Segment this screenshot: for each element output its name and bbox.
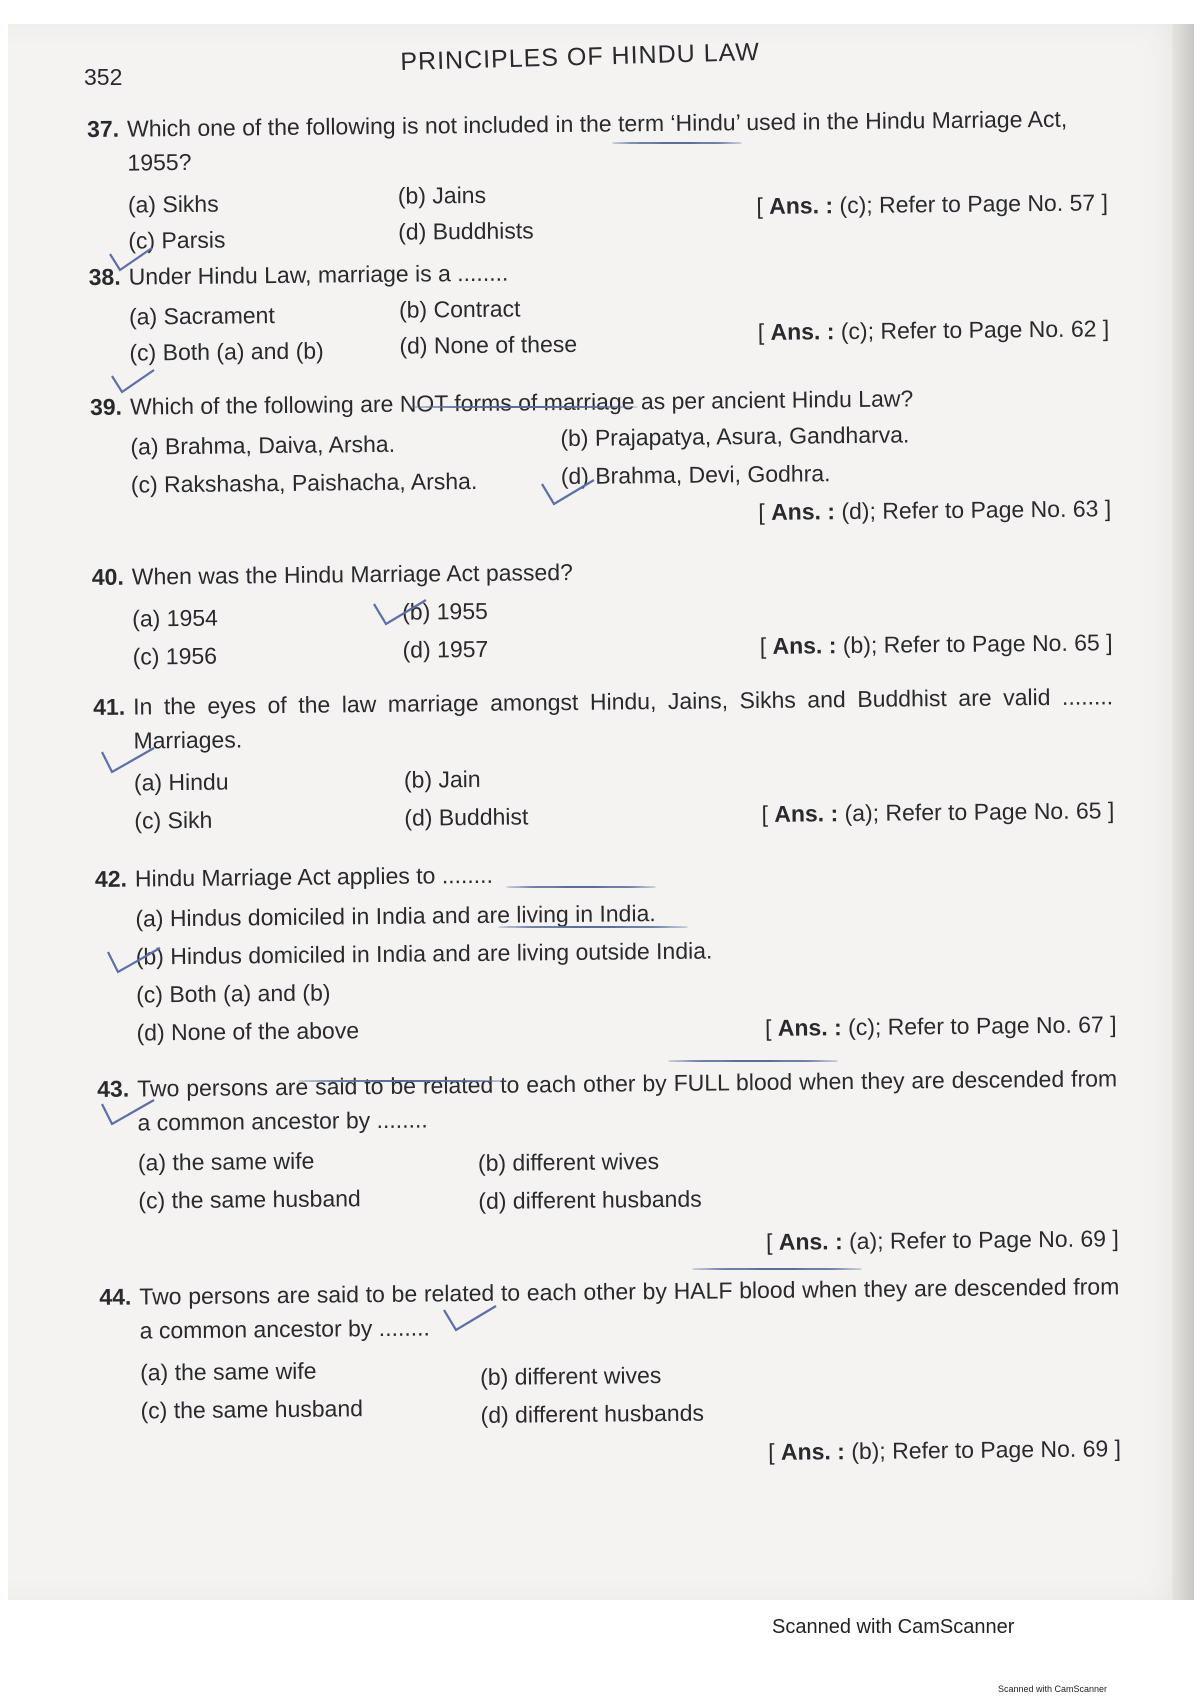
option-b: (b) Contract bbox=[398, 295, 521, 323]
pen-tick-mark bbox=[98, 744, 158, 778]
option-a: (a) Brahma, Daiva, Arsha. bbox=[130, 430, 396, 460]
question-number: 38. bbox=[88, 263, 121, 290]
question-text: When was the Hindu Marriage Act passed? bbox=[131, 558, 573, 590]
option-b: (b) 1955 bbox=[402, 597, 488, 625]
question-number: 37. bbox=[86, 115, 120, 142]
option-c: (c) the same husband bbox=[140, 1395, 364, 1424]
option-d: (d) Buddhist bbox=[404, 803, 529, 831]
question-text: Two persons are said to be related to each other by FULL blood when they are descended from a common ancestor by ........ bbox=[137, 1065, 1118, 1136]
option-a: (a) Sacrament bbox=[128, 302, 275, 330]
option-b: (b) Jains bbox=[397, 181, 487, 209]
pen-tick-mark bbox=[98, 1096, 158, 1130]
question-number: 41. bbox=[93, 693, 126, 720]
answer-key: [ Ans. : (b); Refer to Page No. 65 ] bbox=[759, 629, 1113, 659]
answer-label: Ans. : bbox=[770, 318, 835, 345]
pen-underline bbox=[692, 1268, 862, 1270]
pen-tick-mark bbox=[370, 596, 430, 630]
option-b: (b) Prajapatya, Asura, Gandharva. bbox=[560, 421, 910, 452]
option-d: (d) None of the above bbox=[136, 1017, 360, 1046]
answer-text: (a); Refer to Page No. 65 bbox=[844, 797, 1102, 827]
pen-tick-mark bbox=[106, 244, 156, 278]
question-40 bbox=[92, 549, 1113, 676]
pen-tick-mark bbox=[104, 944, 164, 978]
answer-text: (a); Refer to Page No. 69 bbox=[848, 1225, 1107, 1255]
option-a: (a) Hindus domiciled in India and are living in India. bbox=[135, 900, 656, 932]
question-number: 42. bbox=[94, 865, 128, 892]
answer-label: Ans. : bbox=[778, 1228, 843, 1255]
option-c: (c) 1956 bbox=[132, 642, 218, 670]
question-number: 44. bbox=[99, 1283, 132, 1310]
scanned-page bbox=[8, 24, 1194, 1600]
answer-label: Ans. : bbox=[777, 1014, 842, 1041]
option-d: (d) different husbands bbox=[480, 1399, 705, 1428]
answer-text: (b); Refer to Page No. 65 bbox=[842, 629, 1100, 659]
question-41 bbox=[93, 679, 1115, 840]
question-43 bbox=[97, 1061, 1119, 1262]
page-number: 352 bbox=[84, 64, 123, 90]
option-a: (a) Sikhs bbox=[127, 190, 219, 218]
answer-key: [ Ans. : (d); Refer to Page No. 63 ] bbox=[758, 495, 1112, 525]
answer-key: [ Ans. : (a); Refer to Page No. 69 ] bbox=[765, 1225, 1119, 1255]
pen-tick-mark bbox=[440, 1302, 500, 1336]
answer-label: Ans. : bbox=[774, 800, 839, 827]
answer-label: Ans. : bbox=[772, 632, 837, 659]
option-b: (b) different wives bbox=[477, 1148, 660, 1176]
answer-text: (d); Refer to Page No. 63 bbox=[841, 495, 1099, 525]
option-d: (d) 1957 bbox=[402, 635, 489, 663]
answer-text: (c); Refer to Page No. 62 bbox=[840, 315, 1097, 345]
answer-label: Ans. : bbox=[770, 498, 836, 525]
question-42 bbox=[95, 851, 1117, 1058]
answer-key: [ Ans. : (c); Refer to Page No. 62 ] bbox=[757, 315, 1110, 345]
option-a: (a) Hindu bbox=[133, 768, 229, 796]
question-number: 39. bbox=[89, 393, 123, 420]
answer-text: (c); Refer to Page No. 57 bbox=[839, 189, 1096, 219]
answer-key: [ Ans. : (a); Refer to Page No. 65 ] bbox=[761, 797, 1115, 827]
question-text: Two persons are said to be related to each other by HALF blood when they are descended from a common ancestor by ........ bbox=[139, 1273, 1120, 1344]
option-a: (a) 1954 bbox=[132, 604, 219, 632]
question-number: 43. bbox=[97, 1075, 130, 1102]
option-c: (c) Rakshasha, Paishacha, Arsha. bbox=[130, 467, 478, 498]
answer-text: (b); Refer to Page No. 69 bbox=[851, 1435, 1109, 1465]
pen-underline bbox=[408, 406, 638, 408]
running-title: PRINCIPLES OF HINDU LAW bbox=[400, 37, 761, 76]
page-edge bbox=[1172, 24, 1194, 1600]
option-b: (b) different wives bbox=[480, 1362, 662, 1390]
answer-key: [ Ans. : (c); Refer to Page No. 67 ] bbox=[764, 1011, 1117, 1041]
answer-text: (c); Refer to Page No. 67 bbox=[847, 1011, 1104, 1041]
option-b: (b) Jain bbox=[403, 765, 481, 793]
pen-underline bbox=[506, 886, 656, 888]
option-c: (c) the same husband bbox=[138, 1185, 361, 1214]
pen-tick-mark bbox=[108, 364, 158, 398]
pen-underline bbox=[298, 1080, 508, 1082]
option-c: (c) Both (a) and (b) bbox=[136, 979, 331, 1008]
question-37 bbox=[87, 101, 1109, 262]
pen-underline bbox=[498, 926, 688, 928]
pen-tick-mark bbox=[538, 476, 598, 510]
question-text: Hindu Marriage Act applies to ........ bbox=[134, 861, 494, 892]
question-text: Under Hindu Law, marriage is a ........ bbox=[128, 259, 509, 290]
option-d: (d) Brahma, Devi, Godhra. bbox=[560, 460, 831, 490]
option-d: (d) different husbands bbox=[478, 1185, 702, 1214]
question-text: In the eyes of the law marriage amongst Hindu, Jains, Sikhs and Buddhist are valid ........ Marriages. bbox=[133, 683, 1114, 754]
option-d: (d) Buddhists bbox=[398, 217, 534, 245]
answer-key: [ Ans. : (b); Refer to Page No. 69 ] bbox=[768, 1435, 1122, 1465]
question-text: Which one of the following is not included in the term ‘Hindu’ used in the Hindu Marriage Act, 1955? bbox=[126, 105, 1068, 176]
camscanner-watermark-small: Scanned with CamScanner bbox=[998, 1684, 1108, 1694]
option-c: (c) Both (a) and (b) bbox=[129, 337, 324, 366]
question-text: Which of the following are NOT forms of marriage as per ancient Hindu Law? bbox=[129, 385, 914, 420]
question-number: 40. bbox=[91, 563, 124, 590]
pen-underline bbox=[612, 142, 742, 144]
answer-label: Ans. : bbox=[780, 1438, 845, 1465]
answer-key: [ Ans. : (c); Refer to Page No. 57 ] bbox=[756, 189, 1109, 219]
option-a: (a) the same wife bbox=[139, 1357, 317, 1386]
question-38 bbox=[88, 249, 1109, 376]
pen-underline bbox=[668, 1060, 838, 1062]
option-a: (a) the same wife bbox=[137, 1147, 315, 1176]
option-c: (c) Sikh bbox=[134, 806, 213, 834]
answer-label: Ans. : bbox=[769, 192, 834, 219]
camscanner-watermark: Scanned with CamScanner bbox=[772, 1616, 1015, 1638]
option-c: (c) Parsis bbox=[128, 226, 226, 254]
option-b: (b) Hindus domiciled in India and are living outside India. bbox=[135, 937, 713, 970]
question-44 bbox=[99, 1269, 1121, 1470]
question-39 bbox=[90, 379, 1111, 536]
option-d: (d) None of these bbox=[399, 330, 578, 359]
